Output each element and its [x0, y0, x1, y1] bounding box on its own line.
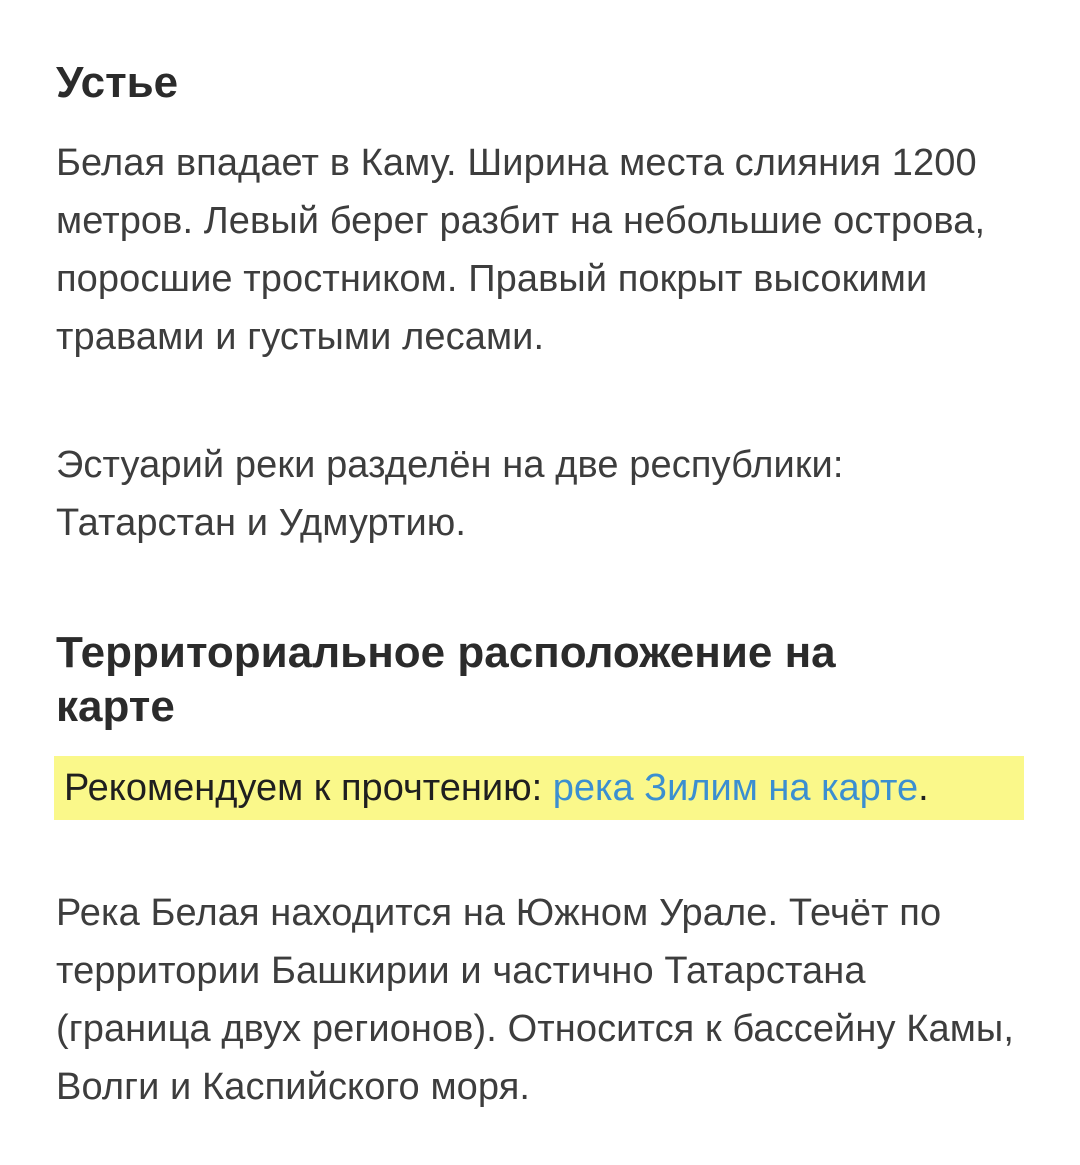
recommended-reading-suffix: .: [918, 767, 929, 809]
recommended-reading-box: [54, 756, 1024, 820]
section-heading-territory: Территориальное расположение на карте: [56, 628, 836, 731]
recommended-reading-label: Рекомендуем к прочтению:: [64, 767, 553, 809]
paragraph-territory-location: Река Белая находится на Южном Урале. Течёт по территории Башкирии и частично Татарстана (граница двух регионов). Относится к бассейну Камы, Волги и Каспийского моря.: [56, 892, 1014, 1108]
paragraph-ustye-confluence: Белая впадает в Каму. Ширина места слияния 1200 метров. Левый берег разбит на небольшие острова, поросшие тростником. Правый покрыт высокими травами и густыми лесами.: [56, 142, 986, 358]
recommended-article-link[interactable]: река Зилим на карте: [552, 767, 919, 809]
paragraph-ustye-estuary: Эстуарий реки разделён на две республики: Татарстан и Удмуртию.: [56, 444, 844, 544]
section-heading-ustye: Устье: [56, 58, 179, 107]
